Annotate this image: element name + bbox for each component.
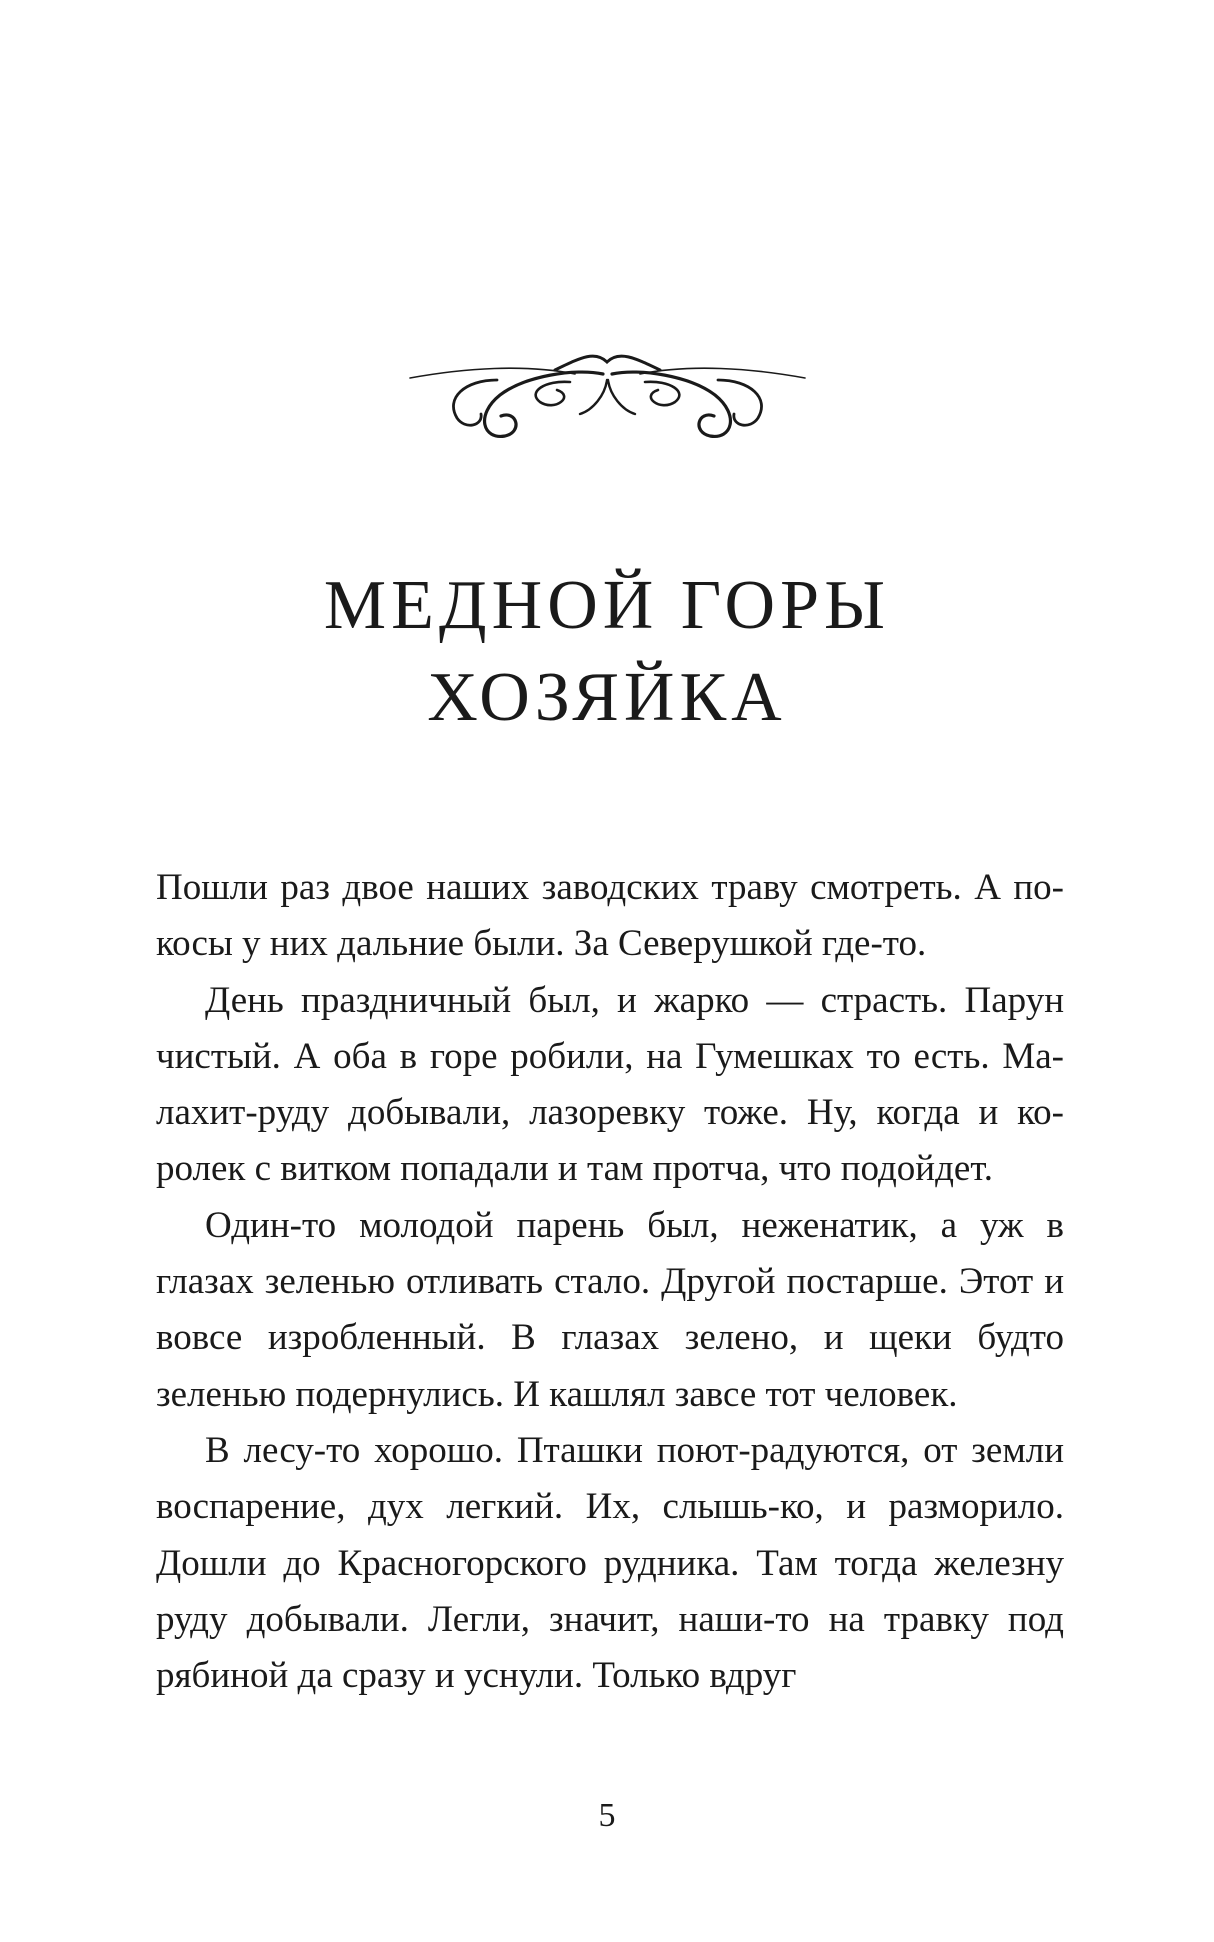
paragraph-3: Один-то молодой парень был, неженатик, а уж в глазах зеленью отливать стало. Другой постарше. Этот и вовсе изробленный. В глазах зелено, и щеки будто зеленью подернулись. И кашлял завсе тот человек.	[156, 1204, 1064, 1415]
chapter-body	[156, 860, 1064, 1704]
paragraph-2: День праздничный был, и жарко — страсть. Парун чистый. А оба в горе робили, на Гумешках то есть. Малахит-руду добывали, лазоревку тоже. Ну, когда и королек с витком попадали и там протча, что подойдет.	[156, 979, 1064, 1190]
page-number: 5	[598, 1797, 616, 1834]
chapter-title-line-2: ХОЗЯЙКА	[427, 659, 787, 736]
flourish-ornament-icon	[405, 340, 810, 445]
paragraph-1: Пошли раз двое наших заводских траву смотреть. А покосы у них дальние были. За Северушкой где-то.	[156, 867, 1064, 965]
chapter-title	[0, 560, 1214, 744]
paragraph-4: В лесу-то хорошо. Пташки поют-радуются, от земли воспарение, дух легкий. Их, слышь-ко, и разморило. Дошли до Красногорского рудника. Там тогда железну руду добывали. Легли, значит, наши-то на травку под рябиной да сразу и уснули. Только вдруг	[156, 1429, 1064, 1697]
chapter-title-line-1: МЕДНОЙ ГОРЫ	[323, 567, 891, 644]
